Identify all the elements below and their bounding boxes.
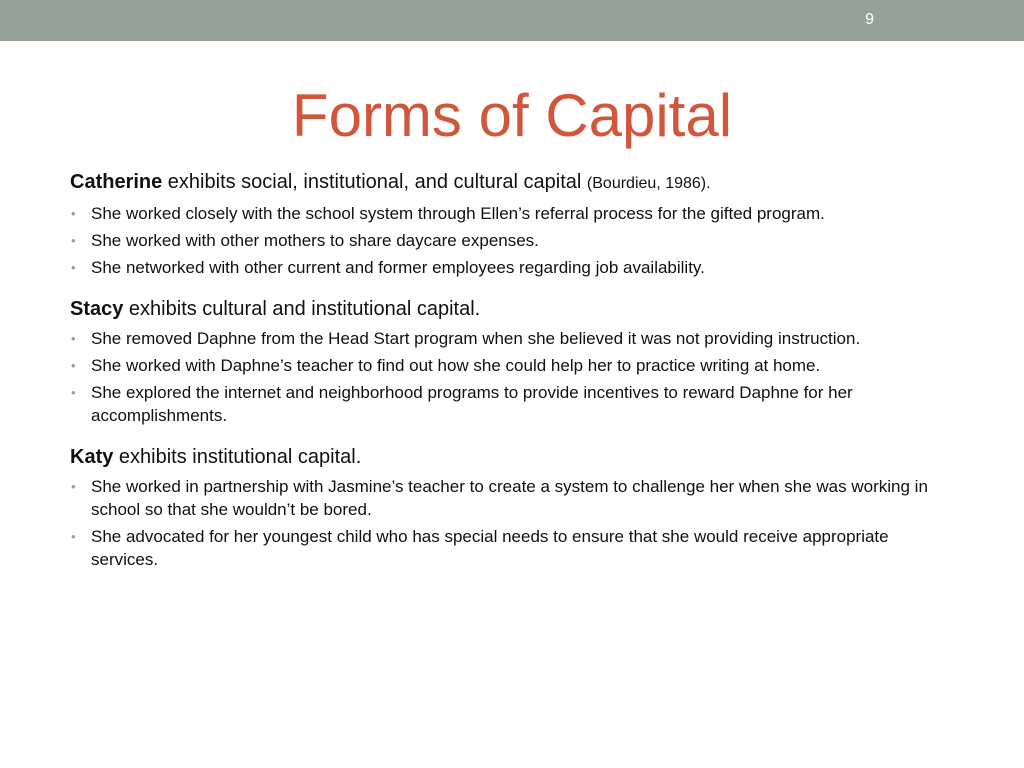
section-statement: exhibits social, institutional, and cultural capital [162, 171, 587, 193]
slide-number: 9 [865, 11, 874, 28]
citation: (Bourdieu, 1986). [586, 175, 711, 192]
section-heading [70, 168, 950, 198]
bullet-item: • She worked in partnership with Jasmine’s teacher to create a system to challenge her when she was working in school so that she wouldn’t be bored. [70, 475, 950, 521]
slide-title: Forms of Capital [291, 82, 733, 149]
bullet-item: • She explored the internet and neighborhood programs to provide incentives to reward Daphne for her accomplishments. [70, 381, 950, 427]
person-name: Stacy [70, 298, 124, 320]
section-katy [70, 443, 950, 571]
bullet-item: • She worked with other mothers to share daycare expenses. [70, 229, 950, 252]
section-catherine [70, 168, 950, 279]
section-statement: exhibits cultural and institutional capital. [123, 298, 481, 320]
slide-body [70, 168, 950, 587]
section-heading [70, 443, 950, 471]
person-name: Catherine [70, 171, 163, 193]
bullet-list [70, 475, 950, 571]
bullet-list [70, 327, 950, 427]
section-statement: exhibits institutional capital. [113, 446, 362, 468]
section-heading [70, 295, 950, 323]
bullet-item: • She removed Daphne from the Head Start program when she believed it was not providing instruction. [70, 327, 950, 350]
bullet-item: • She worked closely with the school system through Ellen’s referral process for the gifted program. [70, 202, 950, 225]
section-stacy [70, 295, 950, 427]
person-name: Katy [70, 446, 114, 468]
top-bar [0, 0, 1024, 41]
bullet-list [70, 202, 950, 279]
bullet-item: • She networked with other current and former employees regarding job availability. [70, 256, 950, 279]
bullet-item: • She worked with Daphne’s teacher to find out how she could help her to practice writing at home. [70, 354, 950, 377]
bullet-item: • She advocated for her youngest child who has special needs to ensure that she would receive appropriate services. [70, 525, 950, 571]
